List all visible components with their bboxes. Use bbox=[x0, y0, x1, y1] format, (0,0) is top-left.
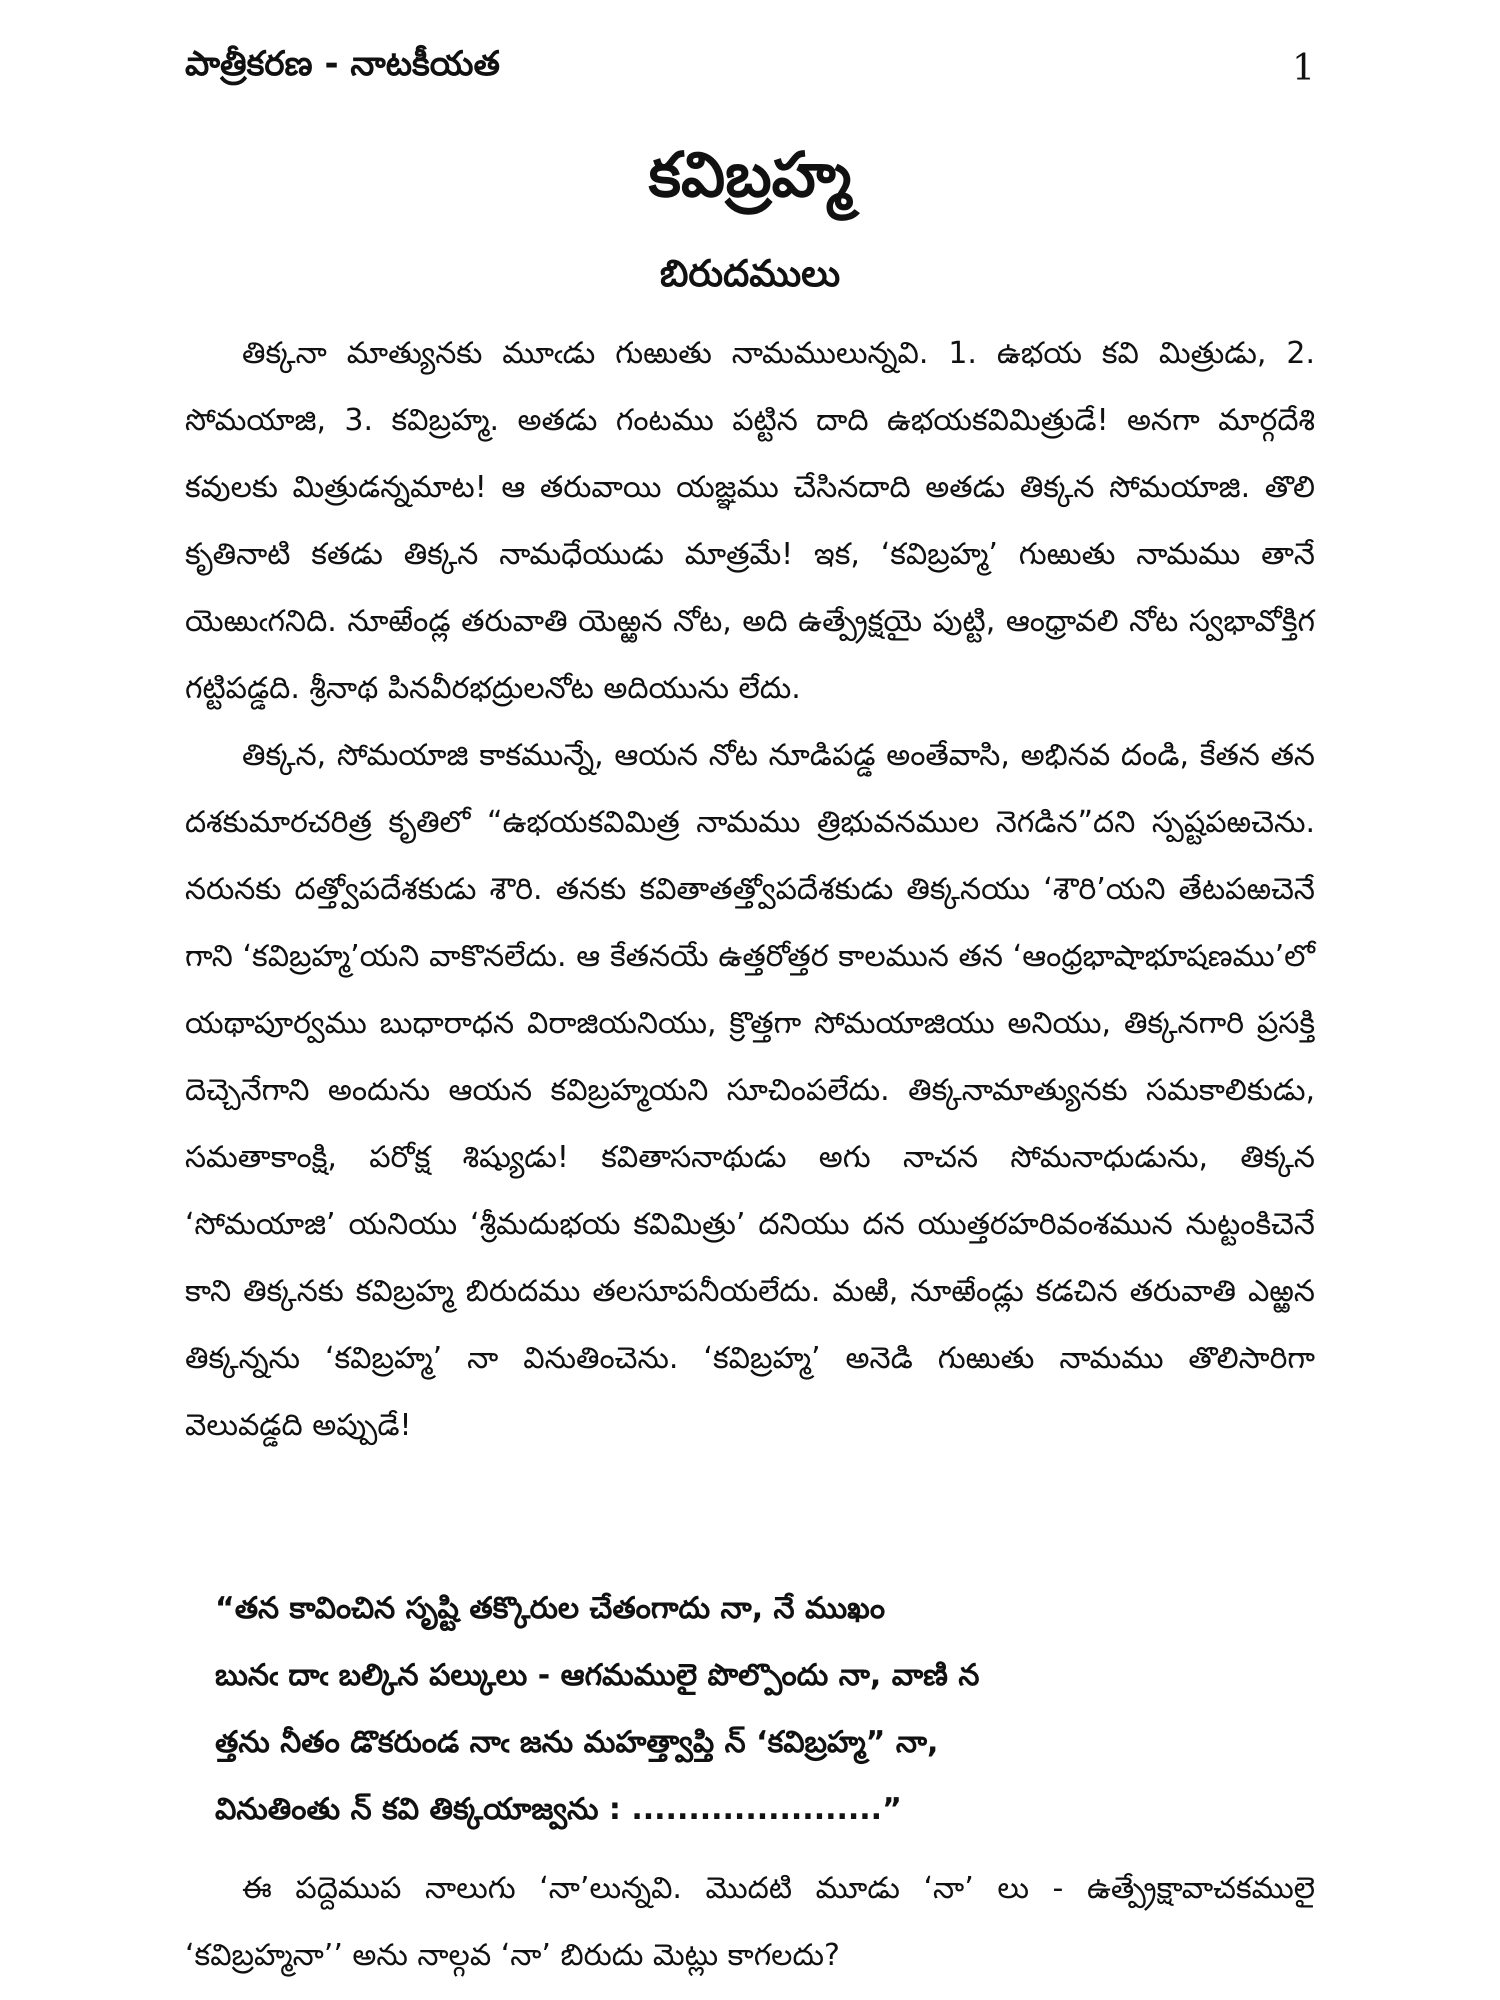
paragraph: తిక్కనా మాత్యునకు మూఁడు గుఱుతు నామములున్నవి. 1. ఉభయ కవి మిత్రుడు, 2. సోమయాజి, 3. కవిబ్రహ్మ. అతడు గంటము పట్టిన దాది ఉభయకవిమిత్రుడే! అనగా మార్గదేశి కవులకు మిత్రుడన్నమాట! ఆ తరువాయి యజ్ఞము చేసినదాది అతడు తిక్కన సోమయాజి. తొలి కృతినాటి కతడు తిక్కన నామధేయుడు మాత్రమే! ఇక, ‘కవిబ్రహ్మ’ గుఱుతు నామము తానే యెఱుఁగనిది. నూఱేండ్ల తరువాతి యెఱ్ఱన నోట, అది ఉత్ప్రేక్షయై పుట్టి, ఆంధ్రావలి నోట స్వభావోక్తిగ గట్టిపడ్డది. శ్రీనాథ పినవీరభద్రులనోట అదియును లేదు. bbox=[185, 336, 1315, 706]
body-text bbox=[185, 320, 1315, 1459]
closing-text bbox=[185, 1855, 1315, 1989]
verse-quote bbox=[215, 1575, 1310, 1843]
verse-line: బునఁ దాఁ బల్కిన పల్కులు - ఆగమములై పొల్పొందు నా, వాణి న bbox=[215, 1658, 980, 1693]
verse-line: “తన కావించిన సృష్టి తక్కొరుల చేతంగాదు నా, నే ముఖం bbox=[215, 1591, 886, 1626]
paragraph: ఈ పద్దెముప నాలుగు ‘నా’లున్నవి. మొదటి మూడు ‘నా’ లు - ఉత్ప్రేక్షావాచకములై ‘కవిబ్రహ్మనా’’ అను నాల్గవ ‘నా’ బిరుదు మెట్లు కాగలదు? bbox=[185, 1871, 1315, 1973]
page-number: 1 bbox=[1292, 47, 1315, 89]
paragraph: తిక్కన, సోమయాజి కాకమున్నే, ఆయన నోట నూడిపడ్డ అంతేవాసి, అభినవ దండి, కేతన తన దశకుమారచరిత్ర కృతిలో “ఉభయకవిమిత్ర నామము త్రిభువనముల నెగడిన”దని స్పష్టపఱచెను. నరునకు దత్త్వోపదేశకుడు శౌరి. తనకు కవితాతత్త్వోపదేశకుడు తిక్కనయు ‘శౌరి’యని తేటపఱచెనే గాని ‘కవిబ్రహ్మ’యని వాకొనలేదు. ఆ కేతనయే ఉత్తరోత్తర కాలమున తన ‘ఆంధ్రభాషాభూషణము’లో యథాపూర్వము బుధారాధన విరాజియనియు, క్రొత్తగా సోమయాజియు అనియు, తిక్కనగారి ప్రసక్తి దెచ్చెనేగాని అందును ఆయన కవిబ్రహ్మయని సూచింపలేదు. తిక్కనామాత్యునకు సమకాలికుడు, సమతాకాంక్షి, పరోక్ష శిష్యుడు! కవితాసనాథుడు అగు నాచన సోమనాధుడును, తిక్కన ‘సోమయాజి’ యనియు ‘శ్రీమదుభయ కవిమిత్రు’ దనియు దన యుత్తరహరివంశమున నుట్టంకిచెనే కాని తిక్కనకు కవిబ్రహ్మ బిరుదము తలసూపనీయలేదు. మఱి, నూఱేండ్లు కడచిన తరువాతి ఎఱ్ఱన తిక్కన్నను ‘కవిబ్రహ్మ’ నా వినుతించెను. ‘కవిబ్రహ్మ’ అనెడి గుఱుతు నామము తొలిసారిగా వెలువడ్డది అప్పుడే! bbox=[185, 738, 1315, 1443]
section-subtitle: బిరుదములు bbox=[659, 252, 841, 295]
running-head: పాత్రీకరణ - నాటకీయత bbox=[185, 44, 500, 84]
verse-line: త్తను నీతం డొకరుండ నాఁ జను మహత్త్వాప్తి న్ ‘కవిబ్రహ్మ” నా, bbox=[215, 1725, 939, 1760]
verse-line: వినుతింతు న్ కవి తిక్కయాజ్వను : ......................” bbox=[215, 1792, 902, 1827]
page-header bbox=[185, 38, 1315, 98]
chapter-title: కవిబ్రహ్మ bbox=[648, 138, 852, 211]
